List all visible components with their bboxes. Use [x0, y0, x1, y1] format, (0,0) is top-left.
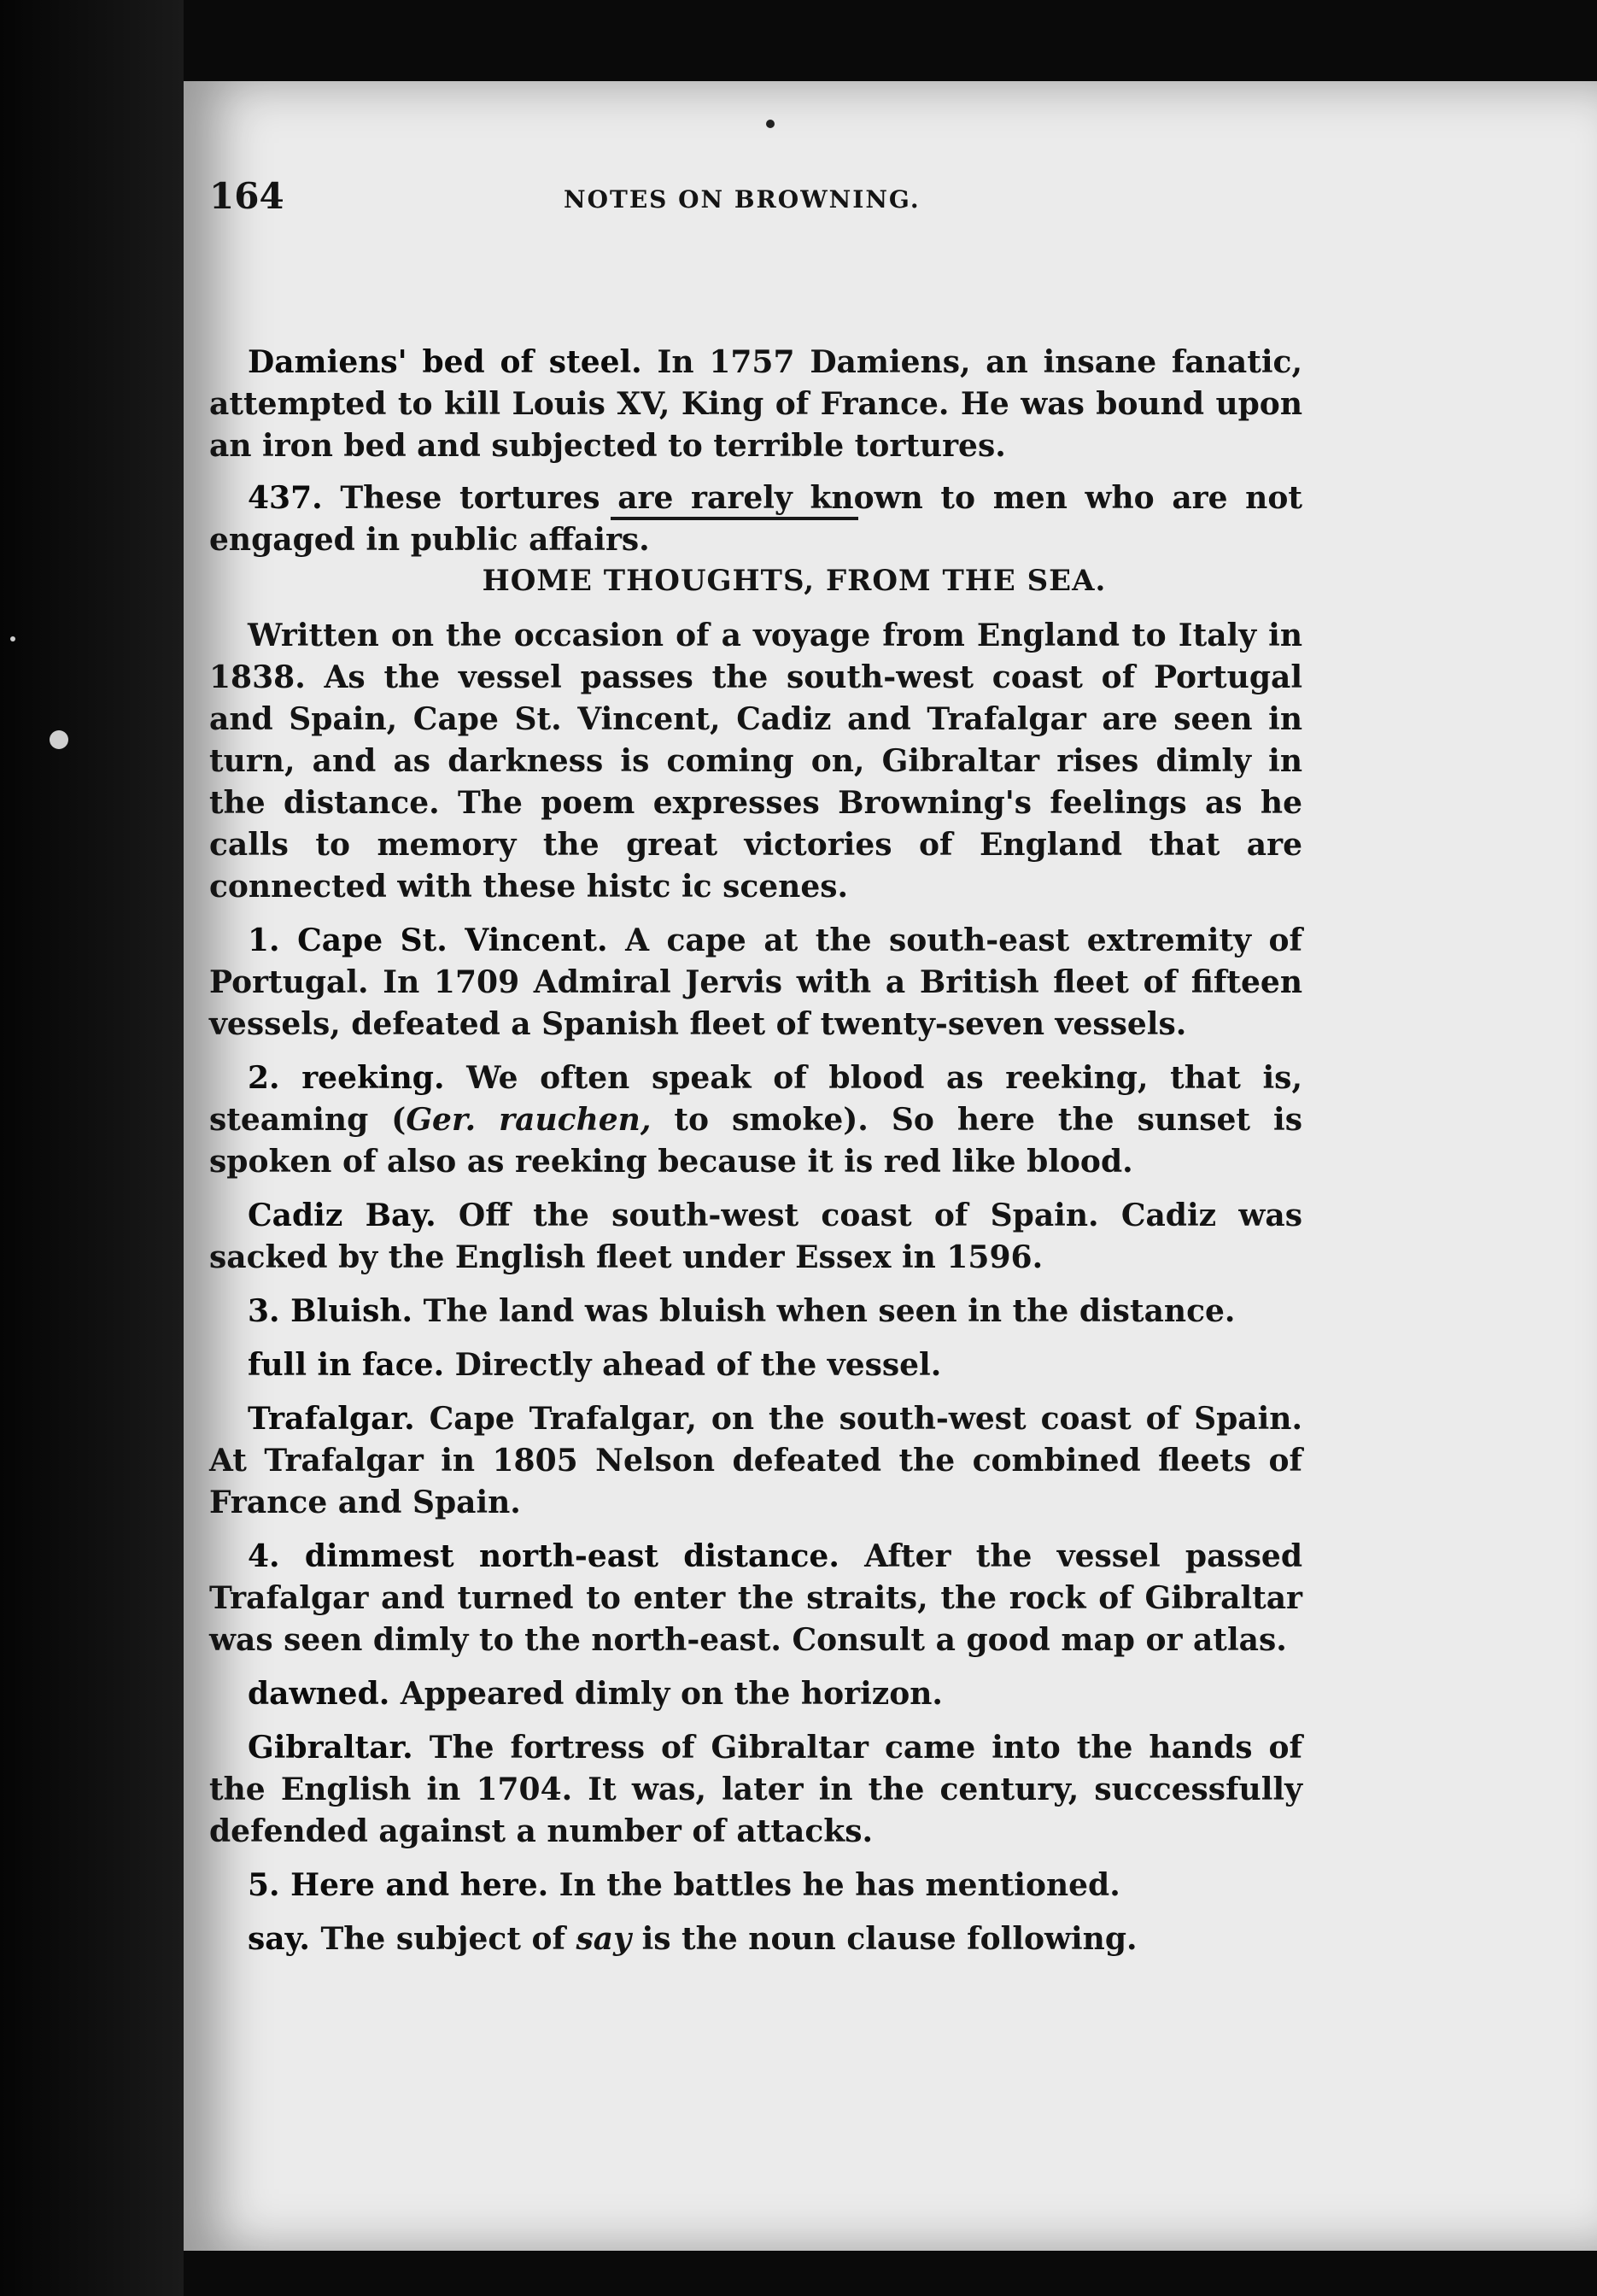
note-entry	[209, 1195, 1302, 1279]
section-intro: Written on the occasion of a voyage from England to Italy in 1838. As the vessel passes the south-west coast of Portugal and Spain, Cape St. Vincent, Cadiz and Trafalgar are seen in turn, and as darkness is coming on, Gibraltar rises dimly in the distance. The poem expresses Browning's feelings as he calls to memory the great victories of England that are connected with these histc ic scenes.	[209, 618, 1302, 905]
section-title: HOME THOUGHTS, FROM THE SEA.	[482, 564, 1107, 598]
note-text: After the vessel passed Trafalgar and turned to enter the straits, the rock of Gibraltar was seen dimly to the north-east. Consult a good map or atlas.	[209, 1538, 1303, 1658]
entries-before	[209, 342, 1302, 561]
page-number: 164	[209, 175, 284, 217]
note-entry	[209, 1727, 1302, 1853]
note-italic: Ger. rauchen,	[406, 1102, 652, 1138]
film-speck	[50, 730, 68, 749]
note-text: The subject of	[309, 1921, 576, 1957]
note-entry	[209, 1344, 1302, 1386]
note-term: say.	[248, 1921, 310, 1957]
note-term: dawned.	[248, 1676, 390, 1712]
note-text: is the noun clause following.	[631, 1921, 1138, 1957]
note-text: The fortress of Gibraltar came into the hands of the English in 1704. It was, later in the century, successfully defended against a number of attacks.	[209, 1730, 1302, 1849]
note-entry	[209, 1057, 1302, 1183]
note-term: 4. dimmest north-east distance.	[248, 1538, 839, 1574]
note-entry	[209, 1398, 1302, 1524]
note-term: 1. Cape St. Vincent.	[248, 922, 608, 958]
note-term: Gibraltar.	[248, 1730, 413, 1766]
note-entry	[209, 1536, 1302, 1661]
note-text: Cape Trafalgar, on the south-west coast of Spain. At Trafalgar in 1805 Nelson defeated the combined fleets of France and Spain.	[209, 1401, 1302, 1520]
film-speck	[10, 636, 15, 641]
section-divider	[611, 517, 858, 520]
running-head: NOTES ON BROWNING.	[564, 185, 921, 214]
note-entry	[209, 1291, 1302, 1332]
note-entry	[209, 1865, 1302, 1906]
note-text: These tortures are rarely known to men who are not engaged in public affairs.	[209, 480, 1302, 558]
note-entry	[209, 342, 1302, 467]
note-term: full in face.	[248, 1347, 445, 1383]
section-body	[209, 615, 1302, 1960]
note-text: to smoke). So here the sunset is spoken of also as reeking because it is red like blood.	[209, 1102, 1302, 1180]
note-term: Trafalgar.	[248, 1401, 415, 1437]
note-entry	[209, 920, 1302, 1046]
page-header	[209, 175, 1166, 226]
note-entry	[209, 1918, 1302, 1960]
note-text: We often speak of blood as reeking, that is, steaming (	[209, 1060, 1302, 1138]
note-term: 437.	[248, 480, 323, 516]
note-term: 5. Here and here.	[248, 1867, 549, 1903]
note-term: Damiens' bed of steel.	[248, 344, 642, 380]
note-italic: say	[576, 1921, 632, 1957]
note-text: Directly ahead of the vessel.	[444, 1347, 942, 1383]
ink-dot	[766, 120, 775, 128]
note-text: Off the south-west coast of Spain. Cadiz was sacked by the English fleet under Essex in 1596.	[209, 1198, 1302, 1275]
film-edge	[0, 0, 184, 2296]
note-term: 2. reeking.	[248, 1060, 445, 1096]
note-text: In 1757 Damiens, an insane fanatic, attempted to kill Louis XV, King of France. He was bound upon an iron bed and subjected to terrible tortures.	[209, 344, 1302, 464]
note-text: Appeared dimly on the horizon.	[389, 1676, 943, 1712]
note-term: 3. Bluish.	[248, 1293, 413, 1329]
note-entry	[209, 1673, 1302, 1715]
note-text: A cape at the south-east extremity of Portugal. In 1709 Admiral Jervis with a British fleet of fifteen vessels, defeated a Spanish fleet of twenty-seven vessels.	[209, 922, 1302, 1042]
note-text: In the battles he has mentioned.	[548, 1867, 1120, 1903]
note-term: Cadiz Bay.	[248, 1198, 436, 1233]
note-text: The land was bluish when seen in the distance.	[412, 1293, 1236, 1329]
